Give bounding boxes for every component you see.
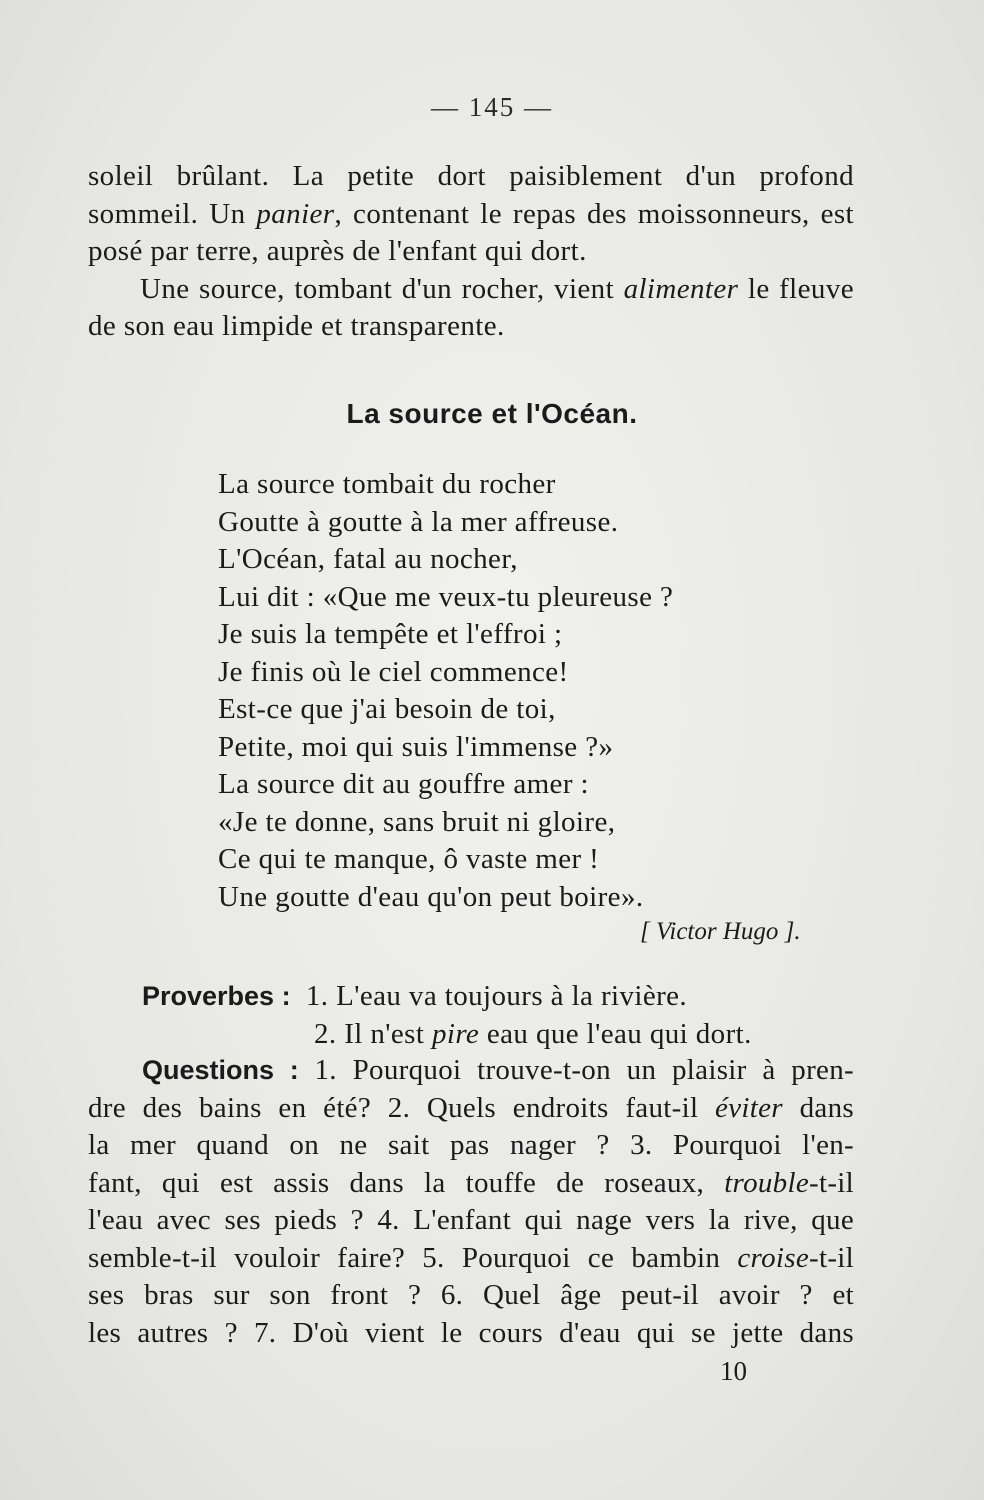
poem-line: Une goutte d'eau qu'on peut boire». <box>218 880 644 913</box>
question-line: semble-t-il vouloir faire? 5. Pourquoi ce bambin croise-t-il <box>88 1241 854 1274</box>
poem-line: Est-ce que j'ai besoin de toi, <box>218 693 556 725</box>
intro-text <box>88 158 854 346</box>
intro-paragraph-2: Une source, tombant d'un rocher, vient alimenter le fleuve de son eau limpide et transparente. <box>88 272 854 342</box>
poem <box>218 466 838 916</box>
proverbs-label: Proverbes : <box>142 981 291 1011</box>
poem-line: La source dit au gouffre amer : <box>218 768 589 800</box>
poem-title: La source et l'Océan. <box>346 398 638 429</box>
poem-line: Je suis la tempête et l'effroi ; <box>218 618 563 650</box>
questions-label: Questions : <box>142 1055 299 1085</box>
question-line: l'eau avec ses pieds ? 4. L'enfant qui nage vers la rive, que <box>88 1204 854 1236</box>
poem-line: «Je te donne, sans bruit ni gloire, <box>218 805 616 838</box>
question-line: Questions : 1. Pourquoi trouve-t-on un plaisir à pren- <box>142 1054 854 1086</box>
question-line: dre des bains en été? 2. Quels endroits faut-il éviter dans <box>88 1091 854 1124</box>
proverb-1: Proverbes : 1. L'eau va toujours à la rivière. <box>142 980 688 1012</box>
poem-line: Lui dit : «Que me veux-tu pleureuse ? <box>218 580 674 613</box>
question-line: fant, qui est assis dans la touffe de roseaux, trouble-t-il <box>88 1166 854 1199</box>
poem-attribution: [ Victor Hugo ]. <box>640 918 801 945</box>
page-number-header: — 145 — <box>431 92 553 122</box>
word-alimenter: alimenter <box>623 272 739 305</box>
proverb-2: 2. Il n'est pire eau que l'eau qui dort. <box>314 1017 752 1050</box>
question-line: ses bras sur son front ? 6. Quel âge peut-il avoir ? et <box>88 1279 854 1311</box>
poem-line: Je finis où le ciel commence! <box>218 655 569 688</box>
questions-section <box>88 1052 854 1352</box>
poem-line: Petite, moi qui suis l'immense ?» <box>218 730 614 763</box>
question-line: la mer quand on ne sait pas nager ? 3. Pourquoi l'en- <box>88 1129 854 1161</box>
question-line: les autres ? 7. D'où vient le cours d'eau qui se jette dans <box>88 1316 854 1349</box>
word-panier: panier <box>256 197 335 230</box>
proverbs-section <box>142 978 862 1053</box>
poem-line: Goutte à goutte à la mer affreuse. <box>218 505 619 538</box>
signature-mark: 10 <box>720 1356 747 1386</box>
intro-paragraph-1: soleil brûlant. La petite dort paisiblement d'un profond sommeil. Un panier, contenant le repas des moissonneurs, est posé par terre, auprès de l'enfant qui dort. <box>88 160 854 267</box>
poem-line: La source tombait du rocher <box>218 468 556 500</box>
poem-line: Ce qui te manque, ô vaste mer ! <box>218 843 600 875</box>
poem-line: L'Océan, fatal au nocher, <box>218 543 518 575</box>
